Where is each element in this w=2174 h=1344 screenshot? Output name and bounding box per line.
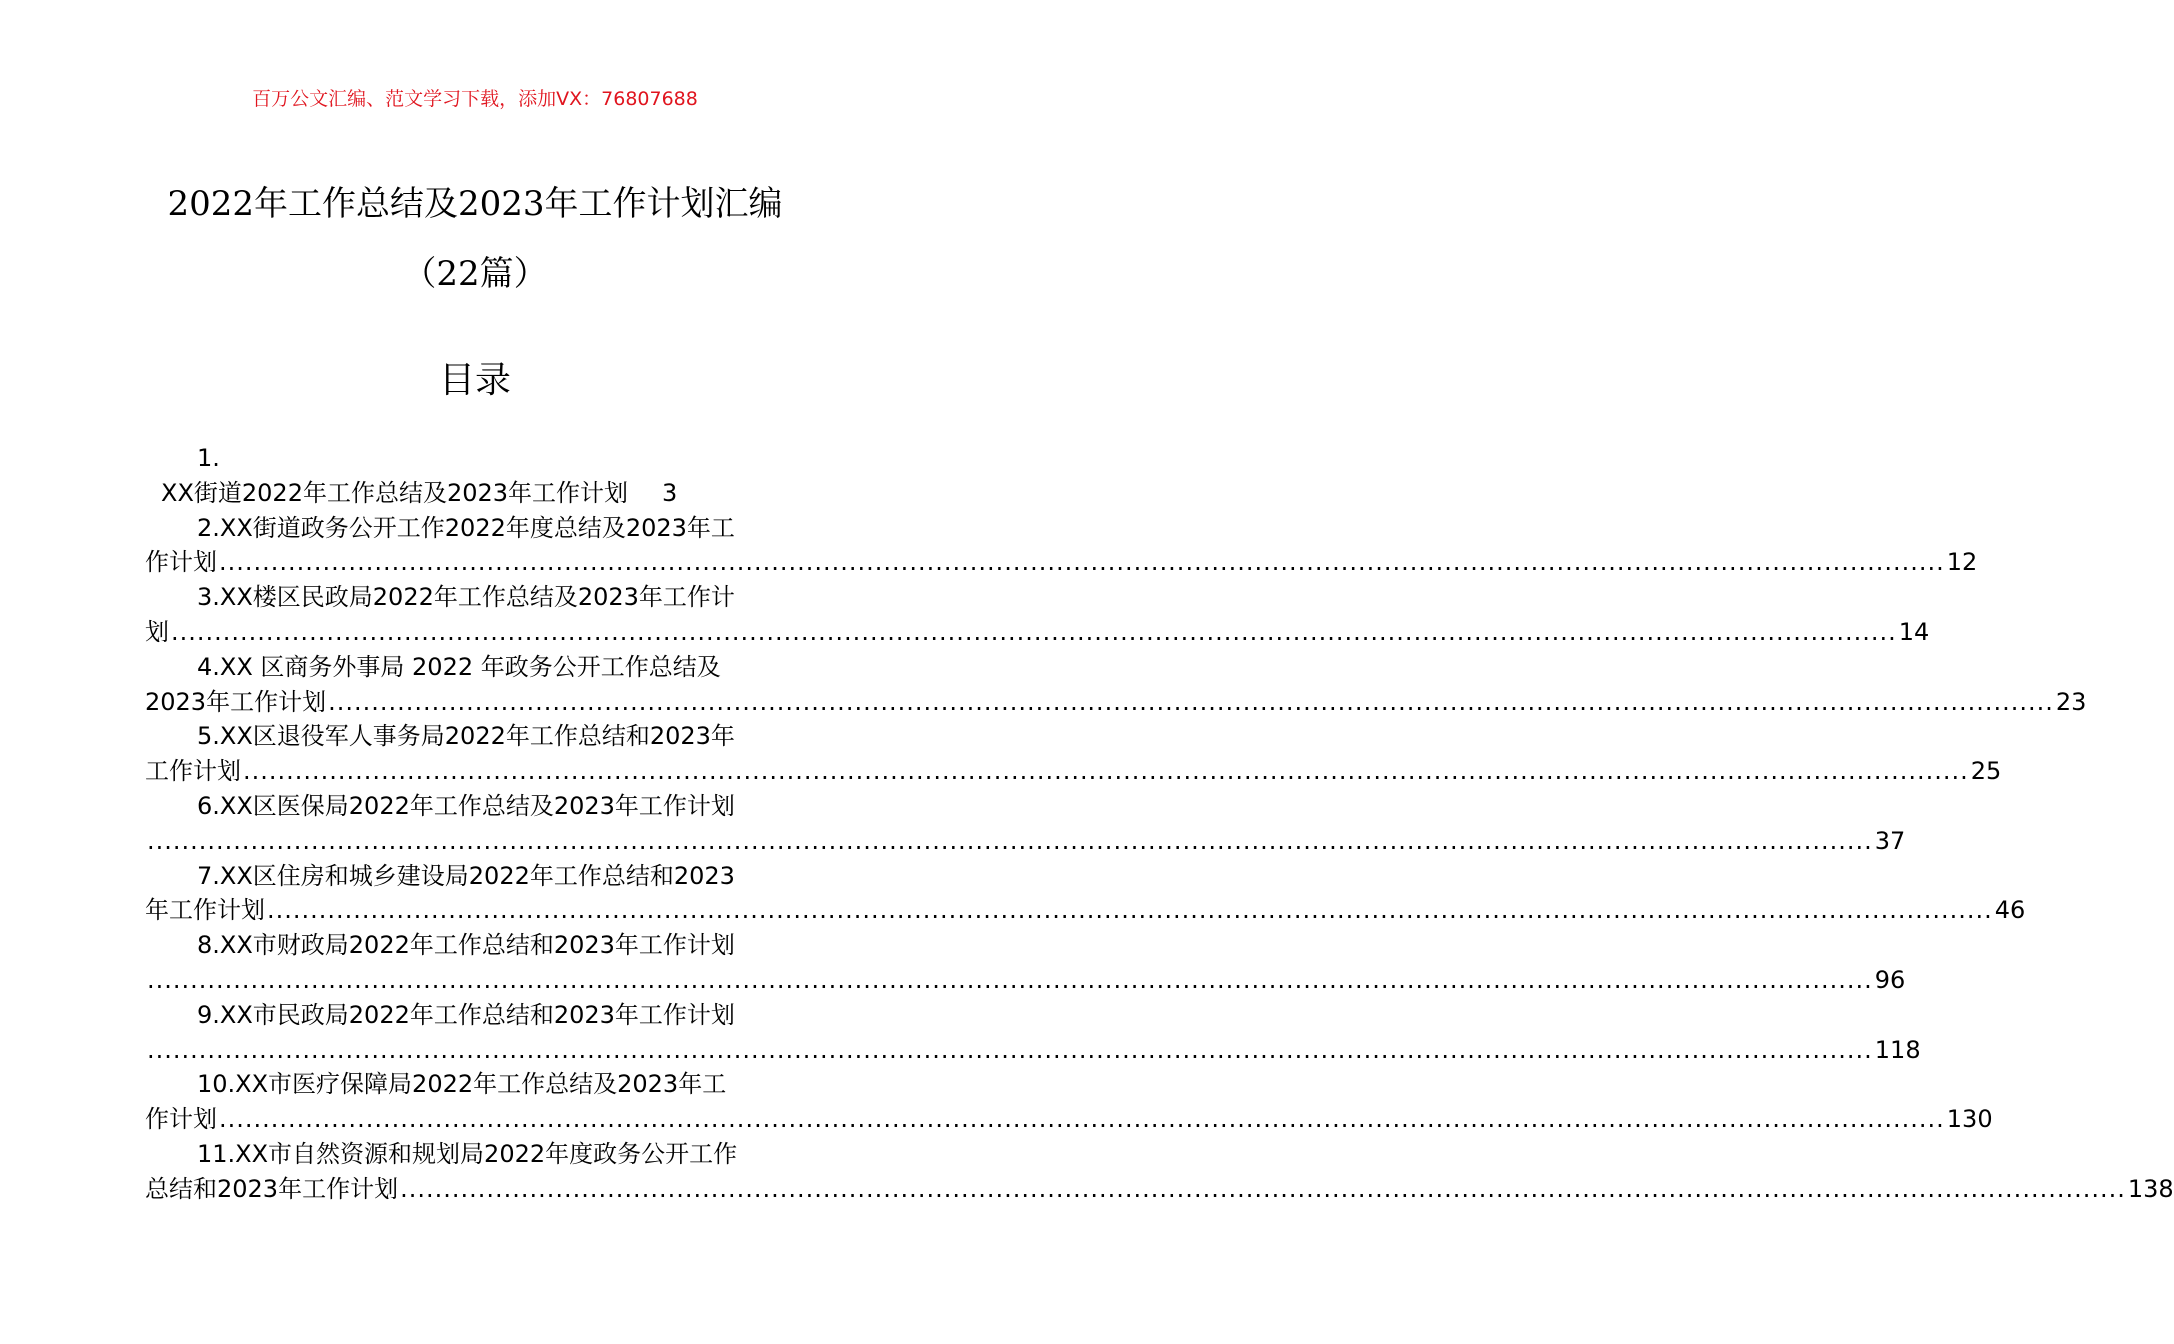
dot-leader: ........................................................................................................................................................................................................: [147, 826, 1873, 855]
toc-entry-title-continued: 划: [145, 617, 169, 646]
toc-entry-leader-line[interactable]: [145, 893, 2026, 928]
toc-entry-title-line[interactable]: 8.XX市财政局2022年工作总结和2023年工作计划: [197, 931, 735, 960]
toc-entry-leader-line[interactable]: [145, 545, 1978, 580]
toc-entry-leader-line[interactable]: [145, 1172, 2174, 1207]
dot-leader: ........................................................................................................................................................................................................: [171, 617, 1897, 646]
dot-leader: ........................................................................................................................................................................................................: [267, 896, 1993, 925]
toc-heading: 目录: [438, 360, 511, 401]
toc-entry-leader-line[interactable]: [145, 1102, 1993, 1137]
dot-leader: ........................................................................................................................................................................................................: [147, 965, 1873, 994]
toc-entry-page: 23: [2055, 687, 2087, 716]
toc-entry-title-line[interactable]: 7.XX区住房和城乡建设局2022年工作总结和2023: [197, 861, 735, 890]
toc-entry-title-continued: 作计划: [145, 548, 217, 577]
toc-entry-page: 96: [1874, 965, 1906, 994]
dot-leader: ........................................................................................................................................................................................................: [328, 687, 2054, 716]
toc-entry-leader-line[interactable]: [145, 824, 1906, 859]
toc-entry-page: 3: [662, 478, 678, 507]
watermark-banner: 百万公文汇编、范文学习下载，添加VX：76807688: [252, 88, 698, 110]
toc-entry-leader-line[interactable]: [145, 963, 1906, 998]
toc-entry-title-line[interactable]: 11.XX市自然资源和规划局2022年度政务公开工作: [197, 1139, 738, 1168]
toc-entry-page: 14: [1898, 617, 1930, 646]
dot-leader: ........................................................................................................................................................................................................: [243, 757, 1969, 786]
toc-entry-list: [145, 511, 2174, 1207]
dot-leader: ........................................................................................................................................................................................................: [400, 1174, 2126, 1203]
toc-entry-page: 118: [1874, 1035, 1921, 1064]
dot-leader: ........................................................................................................................................................................................................: [219, 1105, 1945, 1134]
toc-entry-page: 138: [2127, 1174, 2174, 1203]
table-of-contents: [145, 441, 2174, 1207]
toc-entry-title-line[interactable]: 5.XX区退役军人事务局2022年工作总结和2023年: [197, 722, 735, 751]
toc-entry-title: XX街道2022年工作总结及2023年工作计划: [161, 478, 629, 507]
toc-entry-page: 46: [1994, 896, 2026, 925]
toc-entry-title-continued: 作计划: [145, 1105, 217, 1134]
toc-entry-page: 25: [1970, 757, 2002, 786]
toc-entry-title-continued: 年工作计划: [145, 896, 265, 925]
toc-entry-title-continued: 2023年工作计划: [145, 687, 327, 716]
toc-entry-number: 1.: [197, 444, 220, 472]
toc-entry-leader-line[interactable]: [145, 1033, 1921, 1068]
document-subtitle: （22篇）: [402, 254, 548, 294]
toc-entry-title-line[interactable]: 9.XX市民政局2022年工作总结和2023年工作计划: [197, 1000, 735, 1029]
toc-entry-leader-line[interactable]: [145, 685, 2087, 720]
toc-entry-leader-line[interactable]: [145, 754, 2002, 789]
toc-entry-page: 37: [1874, 826, 1906, 855]
toc-entry[interactable]: [145, 476, 807, 511]
toc-entry-title-line[interactable]: 10.XX市医疗保障局2022年工作总结及2023年工: [197, 1070, 727, 1099]
toc-entry-title-line[interactable]: 6.XX区医保局2022年工作总结及2023年工作计划: [197, 791, 735, 820]
toc-entry-title-line[interactable]: 2.XX街道政务公开工作2022年度总结及2023年工: [197, 513, 735, 542]
toc-entry-page: 130: [1946, 1105, 1993, 1134]
document-title: 2022年工作总结及2023年工作计划汇编: [167, 184, 783, 224]
dot-leader: ........................................................................................................................................................................................................: [147, 1035, 1873, 1064]
toc-entry-title-continued: 工作计划: [145, 757, 241, 786]
toc-entry-title-line[interactable]: 4.XX 区商务外事局 2022 年政务公开工作总结及: [197, 652, 721, 681]
toc-entry-page: 12: [1946, 548, 1978, 577]
toc-entry-title-continued: 总结和2023年工作计划: [145, 1174, 399, 1203]
toc-entry-title-line[interactable]: 3.XX楼区民政局2022年工作总结及2023年工作计: [197, 583, 735, 612]
toc-entry-leader-line[interactable]: [145, 615, 1930, 650]
dot-leader: ........................................................................................................................................................................................................: [219, 548, 1945, 577]
